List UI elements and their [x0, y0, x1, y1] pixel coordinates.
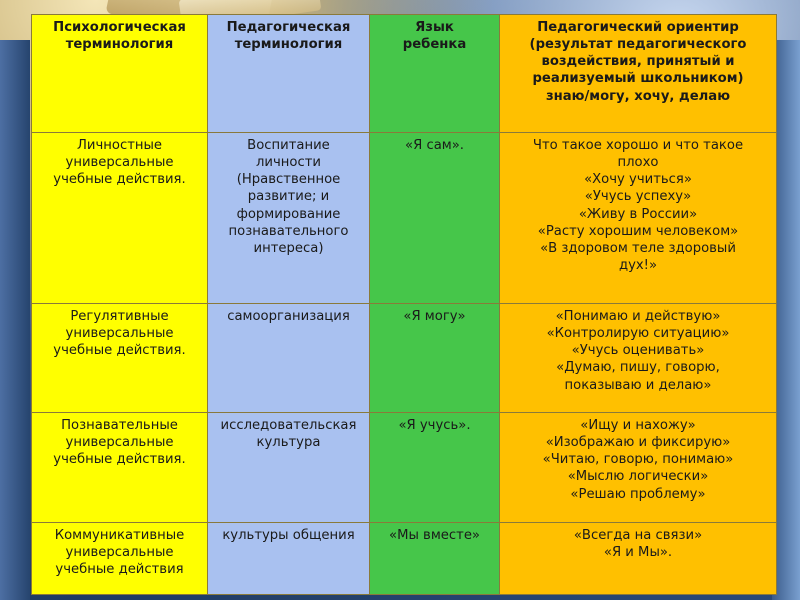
table-header-row: [32, 15, 777, 133]
cell-guideline-personal: Что такое хорошо и что такое плохо «Хочу учиться» «Учусь успеху» «Живу в России» «Расту хорошим человеком» «В здоровом теле здоровый дух!»: [500, 133, 777, 304]
cell-self-organization: самоорганизация: [208, 304, 370, 413]
table-row: [32, 523, 777, 595]
cell-research-culture: исследовательская культура: [208, 413, 370, 523]
header-pedagogical-guideline: Педагогический ориентир (результат педагогического воздействия, принятый и реализуемый школьником) знаю/могу, хочу, делаю: [500, 15, 777, 133]
header-pedagogical-terminology: Педагогическая терминология: [208, 15, 370, 133]
table-row: [32, 304, 777, 413]
cell-personal-uud: Личностные универсальные учебные действия.: [32, 133, 208, 304]
table-row: [32, 413, 777, 523]
cell-guideline-communicative: «Всегда на связи» «Я и Мы».: [500, 523, 777, 595]
cell-cognitive-uud: Познавательные универсальные учебные действия.: [32, 413, 208, 523]
cell-child-i-can: «Я могу»: [370, 304, 500, 413]
cell-child-i-learn: «Я учусь».: [370, 413, 500, 523]
cell-personality-education: Воспитание личности (Нравственное развитие; и формирование познавательного интереса): [208, 133, 370, 304]
background-decoration-left: [0, 40, 30, 600]
uud-comparison-table: [31, 14, 777, 595]
cell-regulatory-uud: Регулятивные универсальные учебные действия.: [32, 304, 208, 413]
header-child-language: Язык ребенка: [370, 15, 500, 133]
cell-communicative-uud: Коммуникативные универсальные учебные действия: [32, 523, 208, 595]
table-row: [32, 133, 777, 304]
cell-child-i-myself: «Я сам».: [370, 133, 500, 304]
header-psychological-terminology: Психологическая терминология: [32, 15, 208, 133]
cell-guideline-regulatory: «Понимаю и действую» «Контролирую ситуацию» «Учусь оценивать» «Думаю, пишу, говорю, показываю и делаю»: [500, 304, 777, 413]
cell-communication-culture: культуры общения: [208, 523, 370, 595]
cell-child-we-together: «Мы вместе»: [370, 523, 500, 595]
cell-guideline-cognitive: «Ищу и нахожу» «Изображаю и фиксирую» «Читаю, говорю, понимаю» «Мыслю логически» «Решаю проблему»: [500, 413, 777, 523]
